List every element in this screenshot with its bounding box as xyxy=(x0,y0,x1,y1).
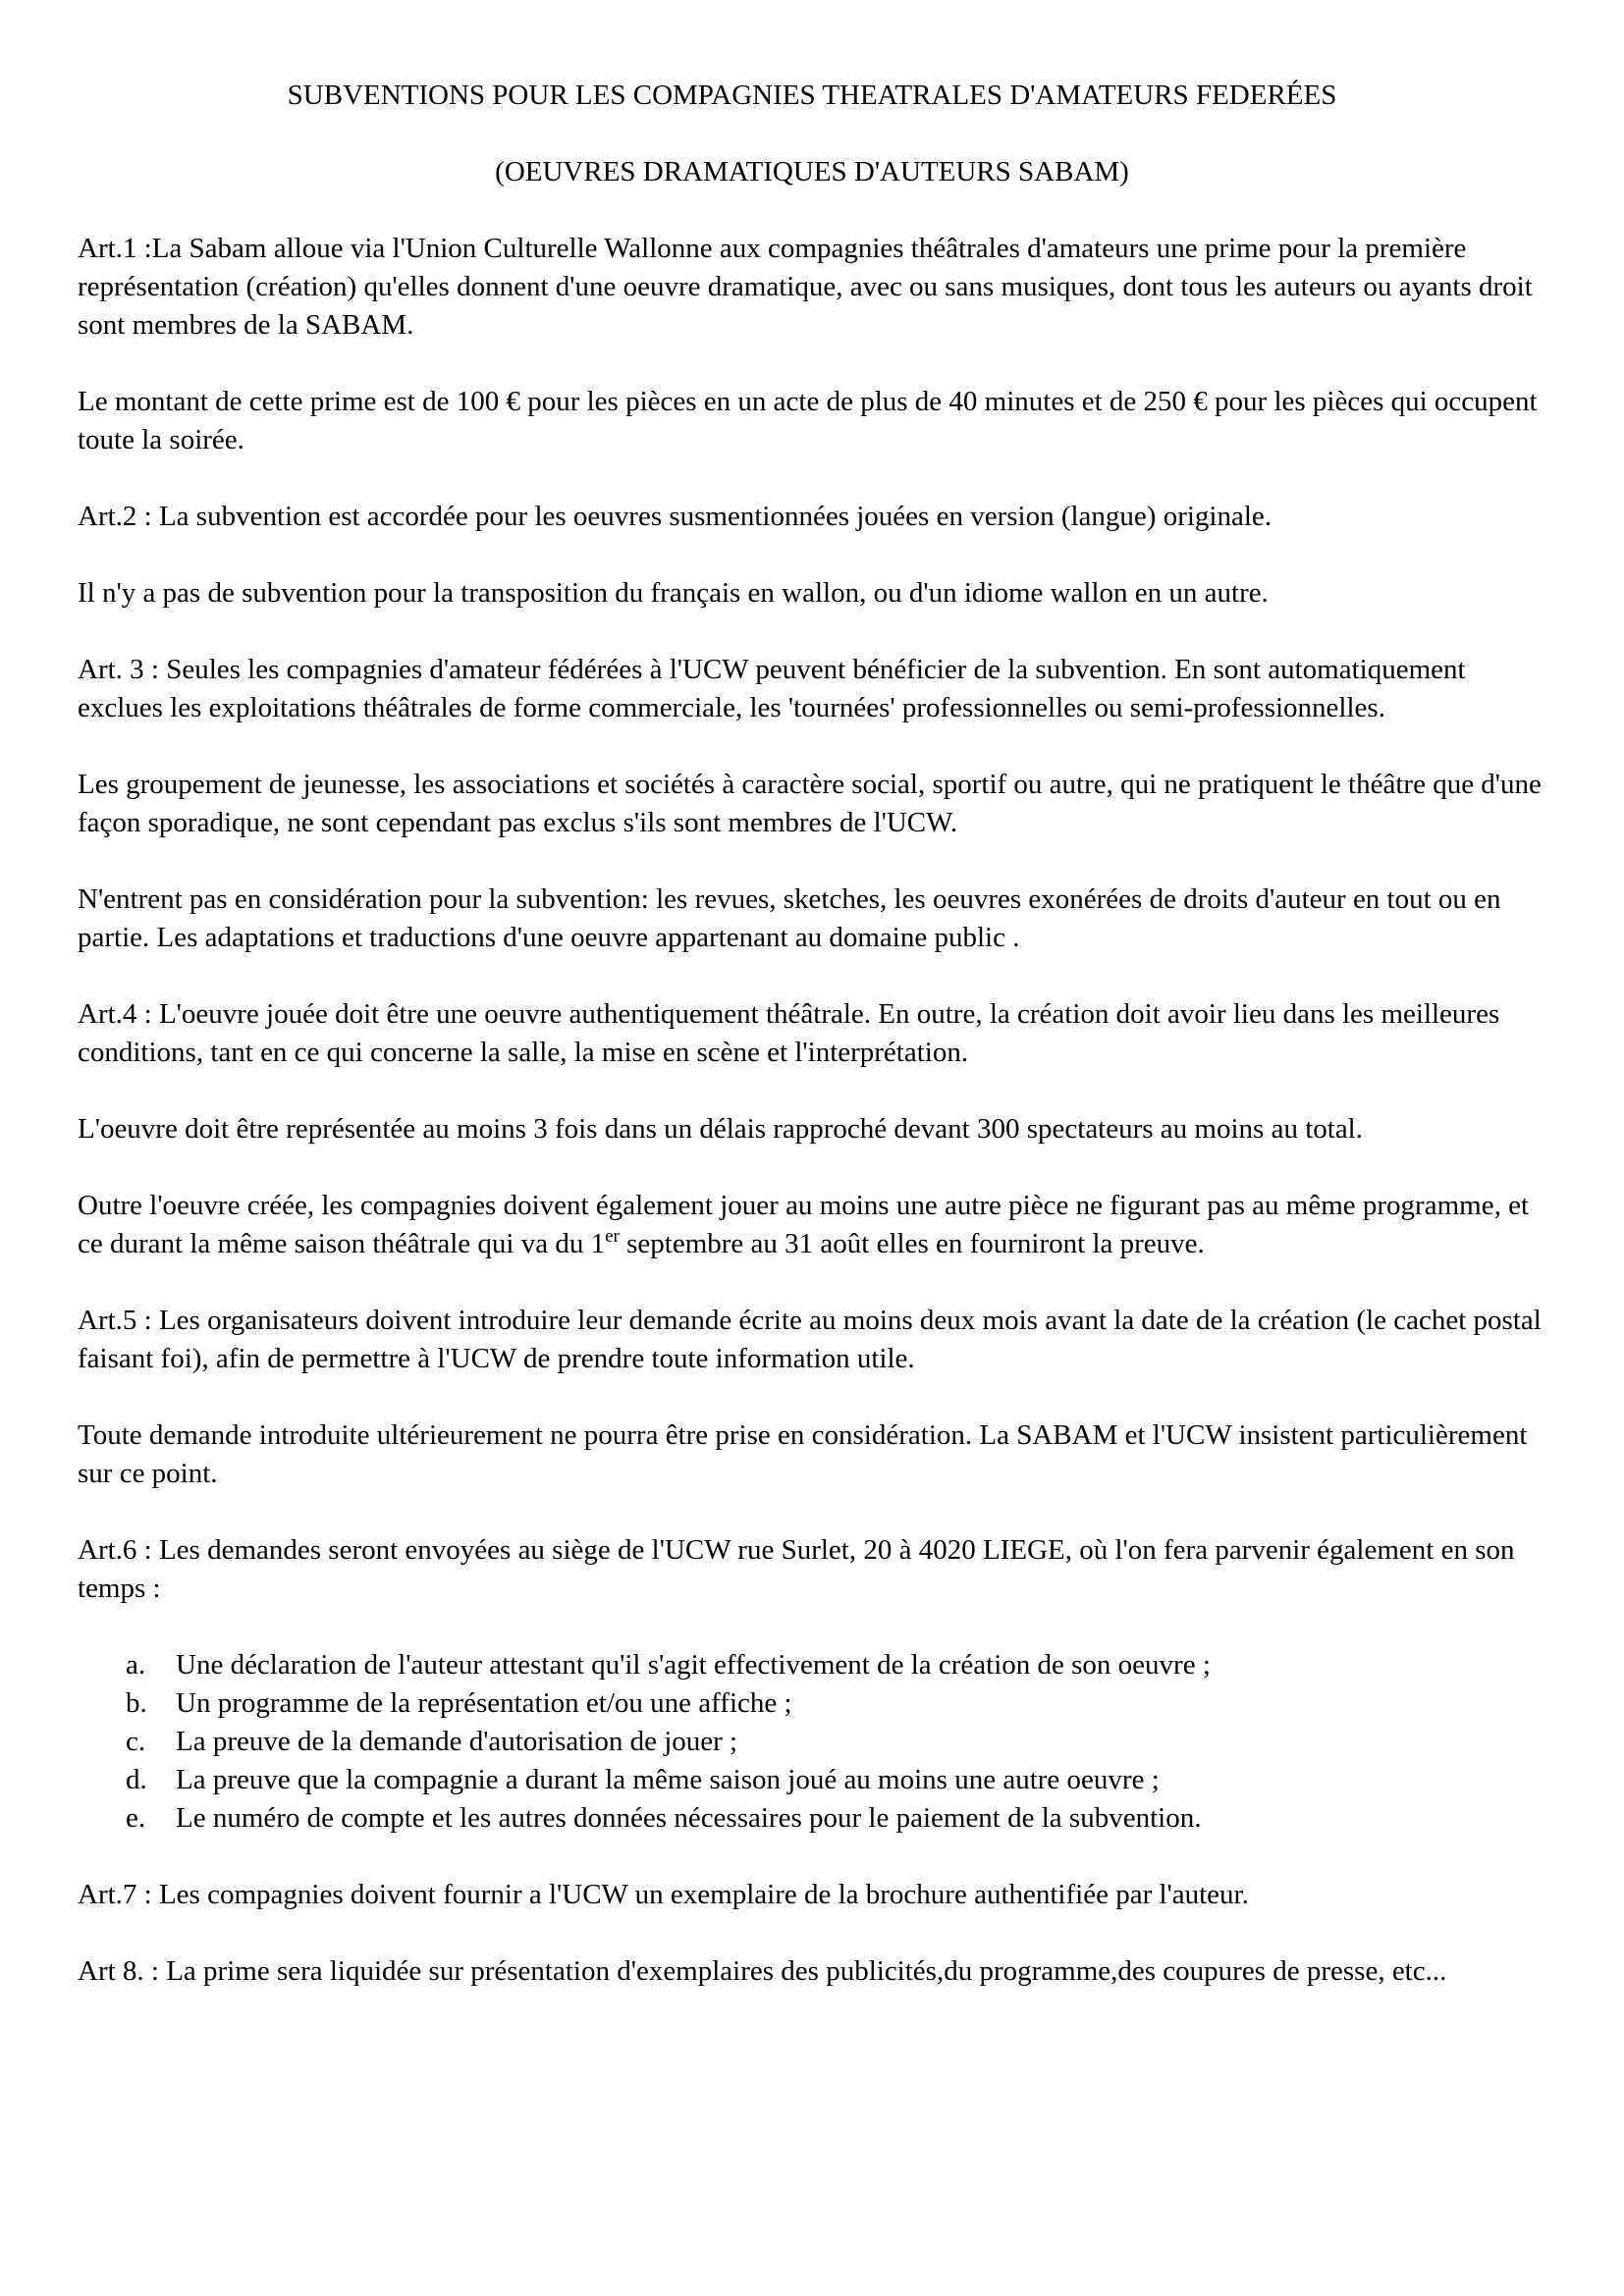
list-item-letter: c. xyxy=(126,1726,146,1757)
article-3: Art. 3 : Seules les compagnies d'amateur fédérées à l'UCW peuvent bénéficier de la subvention. En sont automatiquement exclues les exploitations théâtrales de forme commerciale, les 'tournées' professionnelles ou semi-professionnelles. xyxy=(78,654,1466,723)
article-6-list xyxy=(78,1646,1555,1838)
article-2: Art.2 : La subvention est accordée pour les oeuvres susmentionnées jouées en version (langue) originale. xyxy=(78,501,1272,532)
list-item-text: Une déclaration de l'auteur attestant qu'il s'agit effectivement de la création de son oeuvre ; xyxy=(176,1649,1211,1681)
list-item xyxy=(78,1799,1555,1838)
article-4-other-play xyxy=(78,1187,1555,1263)
article-4: Art.4 : L'oeuvre jouée doit être une oeuvre authentiquement théâtrale. En outre, la création doit avoir lieu dans les meilleures conditions, tant en ce qui concerne la salle, la mise en scène et l'interprétation. xyxy=(78,998,1500,1068)
list-item-letter: a. xyxy=(126,1649,146,1681)
list-item-text: Le numéro de compte et les autres données nécessaires pour le paiement de la subvention. xyxy=(176,1802,1202,1834)
list-item xyxy=(78,1684,1555,1723)
list-item-text: La preuve que la compagnie a durant la même saison joué au moins une autre oeuvre ; xyxy=(176,1764,1160,1795)
ordinal-suffix: er xyxy=(605,1226,620,1247)
article-2-note: Il n'y a pas de subvention pour la transposition du français en wallon, ou d'un idiome wallon en un autre. xyxy=(78,577,1269,609)
list-item-text: La preuve de la demande d'autorisation de jouer ; xyxy=(176,1726,738,1757)
list-item-letter: b. xyxy=(126,1687,147,1719)
document-subtitle: (OEUVRES DRAMATIQUES D'AUTEURS SABAM) xyxy=(495,156,1129,187)
article-3-exclusions: N'entrent pas en considération pour la subvention: les revues, sketches, les oeuvres exonérées de droits d'auteur en tout ou en partie. Les adaptations et traductions d'une oeuvre appartenant au domaine public . xyxy=(78,883,1501,953)
list-item xyxy=(78,1723,1555,1761)
article-5-late: Toute demande introduite ultérieurement ne pourra être prise en considération. La SABAM et l'UCW insistent particulièrement sur ce point. xyxy=(78,1419,1528,1489)
article-4-other-play-text-end: septembre au 31 août elles en fourniront la preuve. xyxy=(619,1228,1205,1259)
list-item xyxy=(78,1646,1555,1684)
article-3-groups: Les groupement de jeunesse, les associations et sociétés à caractère social, sportif ou autre, qui ne pratiquent le théâtre que d'une façon sporadique, ne sont cependant pas exclus s'ils sont membres de l'UCW. xyxy=(78,769,1542,838)
list-item-letter: e. xyxy=(126,1802,146,1834)
list-item-text: Un programme de la représentation et/ou une affiche ; xyxy=(176,1687,792,1719)
article-7: Art.7 : Les compagnies doivent fournir a l'UCW un exemplaire de la brochure authentifiée par l'auteur. xyxy=(78,1879,1249,1910)
article-4-performances: L'oeuvre doit être représentée au moins 3 fois dans un délais rapproché devant 300 spectateurs au moins au total. xyxy=(78,1113,1363,1145)
list-item xyxy=(78,1761,1555,1799)
article-1-amount: Le montant de cette prime est de 100 € pour les pièces en un acte de plus de 40 minutes et de 250 € pour les pièces qui occupent toute la soirée. xyxy=(78,386,1538,455)
list-item-letter: d. xyxy=(126,1764,147,1795)
document-body xyxy=(78,230,1555,1991)
article-8: Art 8. : La prime sera liquidée sur présentation d'exemplaires des publicités,du programme,des coupures de presse, etc... xyxy=(78,1955,1447,1987)
article-6: Art.6 : Les demandes seront envoyées au siège de l'UCW rue Surlet, 20 à 4020 LIEGE, où l'on fera parvenir également en son temps : xyxy=(78,1534,1515,1604)
article-1: Art.1 :La Sabam alloue via l'Union Culturelle Wallonne aux compagnies théâtrales d'amateurs une prime pour la première représentation (création) qu'elles donnent d'une oeuvre dramatique, avec ou sans musiques, dont tous les auteurs ou ayants droit sont membres de la SABAM. xyxy=(78,233,1533,341)
document-title: SUBVENTIONS POUR LES COMPAGNIES THEATRALES D'AMATEURS FEDERÉES xyxy=(287,80,1337,111)
article-5: Art.5 : Les organisateurs doivent introduire leur demande écrite au moins deux mois avant la date de la création (le cachet postal faisant foi), afin de permettre à l'UCW de prendre toute information utile. xyxy=(78,1305,1542,1374)
article-4-other-play-text: Outre l'oeuvre créée, les compagnies doivent également jouer au moins une autre pièce ne figurant pas au même programme, et ce durant la même saison théâtrale qui va du 1 xyxy=(78,1190,1529,1259)
